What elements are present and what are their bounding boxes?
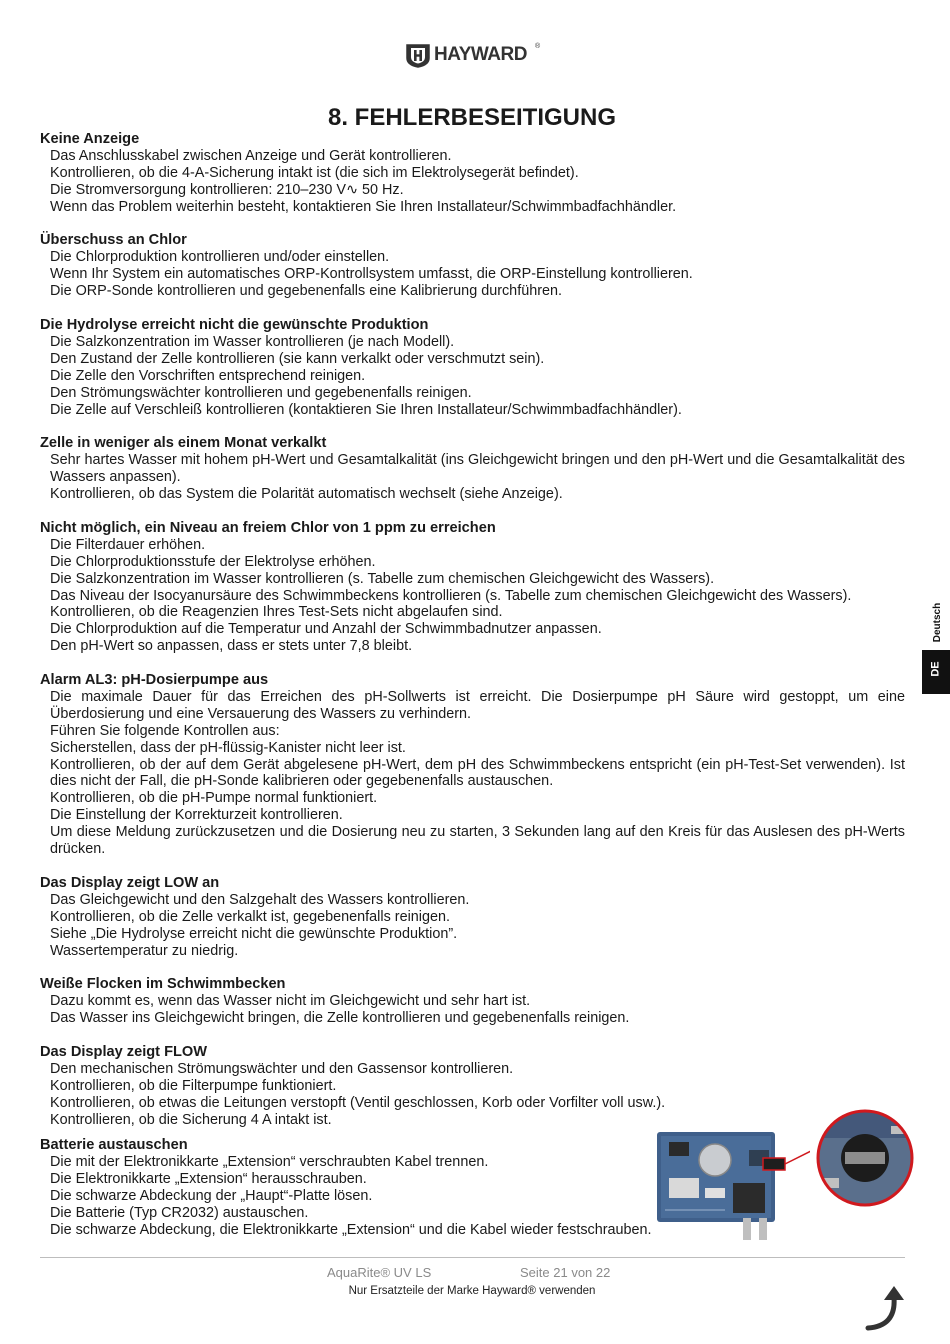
section-line: Sehr hartes Wasser mit hohem pH-Wert und Gesamtalkalität (ins Gleichgewicht bringen und den pH-Wert und die Gesamtalkalität des Wassers anpassen). (50, 452, 905, 486)
section-line: Dazu kommt es, wenn das Wasser nicht im Gleichgewicht und sehr hart ist. (50, 993, 531, 1010)
footer-page-number: Seite 21 von 22 (520, 1265, 611, 1280)
section-zelle-verkalkt (40, 435, 905, 503)
section-line: Kontrollieren, ob die Filterpumpe funktioniert. (50, 1077, 337, 1094)
brand-name: HAYWARD (434, 44, 527, 65)
section-line: Die Salzkonzentration im Wasser kontrollieren (s. Tabelle zum chemischen Gleichgewicht des Wassers). (50, 570, 715, 587)
footer-product: AquaRite® UV LS (327, 1265, 432, 1280)
section-line: Sicherstellen, dass der pH-flüssig-Kanister nicht leer ist. (50, 739, 406, 756)
section-line: Den pH-Wert so anpassen, dass er stets unter 7,8 bleibt. (50, 638, 413, 655)
footer-note: Nur Ersatzteile der Marke Hayward® verwenden (348, 1285, 596, 1297)
section-line: Wenn Ihr System ein automatisches ORP-Kontrollsystem umfasst, die ORP-Einstellung kontrollieren. (50, 266, 693, 283)
section-line: Um diese Meldung zurückzusetzen und die Dosierung neu zu starten, 3 Sekunden lang auf den Kreis für das Auslesen des pH-Werts drücken. (50, 824, 905, 858)
section-line: Wassertemperatur zu niedrig. (50, 942, 239, 959)
brand-registered: ® (535, 43, 541, 50)
section-line: Siehe „Die Hydrolyse erreicht nicht die gewünschte Produktion”. (50, 925, 458, 942)
section-heading: Zelle in weniger als einem Monat verkalkt (40, 435, 327, 452)
section-line: Die Filterdauer erhöhen. (50, 536, 206, 553)
section-keine-anzeige (40, 131, 905, 216)
section-line: Führen Sie folgende Kontrollen aus: (50, 722, 280, 739)
section-line: Kontrollieren, ob das System die Polarität automatisch wechselt (siehe Anzeige). (50, 486, 563, 503)
section-heading: Das Display zeigt FLOW (40, 1043, 208, 1060)
section-line: Den Zustand der Zelle kontrollieren (sie kann verkalkt oder verschmutzt sein). (50, 350, 545, 367)
section-heading: Nicht möglich, ein Niveau an freiem Chlor von 1 ppm zu erreichen (40, 519, 496, 536)
section-line: Die Chlorproduktion auf die Temperatur und Anzahl der Schwimmbadnutzer anpassen. (50, 621, 602, 638)
section-line: Die ORP-Sonde kontrollieren und gegebenenfalls eine Kalibrierung durchführen. (50, 283, 562, 300)
section-line: Kontrollieren, ob die Sicherung 4 A intakt ist. (50, 1111, 332, 1128)
section-heading: Batterie austauschen (40, 1137, 188, 1154)
footer-divider (40, 1257, 905, 1258)
section-line: Die Zelle den Vorschriften entsprechend reinigen. (50, 367, 366, 384)
section-line: Die mit der Elektronikkarte „Extension“ verschraubten Kabel trennen. (50, 1154, 489, 1171)
section-line: Den mechanischen Strömungswächter und den Gassensor kontrollieren. (50, 1060, 514, 1077)
section-line: Die Elektronikkarte „Extension“ herausschrauben. (50, 1171, 367, 1188)
section-line: Die Stromversorgung kontrollieren: 210–230 V∿ 50 Hz. (50, 181, 404, 198)
section-heading: Überschuss an Chlor (40, 232, 187, 249)
section-line: Wenn das Problem weiterhin besteht, kontaktieren Sie Ihren Installateur/Schwimmbadfachhändler. (50, 198, 677, 215)
section-freies-chlor (40, 520, 905, 655)
page-title: 8. FEHLERBESEITIGUNG (327, 104, 617, 131)
troubleshooting-content (40, 131, 905, 1256)
section-line: Das Gleichgewicht und den Salzgehalt des Wassers kontrollieren. (50, 891, 470, 908)
section-line: Kontrollieren, ob der auf dem Gerät abgelesene pH-Wert, dem pH des Schwimmbeckens entspricht (ein pH-Test-Set verwenden). Ist dies nicht der Fall, die pH-Sonde kalibrieren oder gegebenenfalls austauschen. (50, 756, 905, 790)
section-line: Das Niveau der Isocyanursäure des Schwimmbeckens kontrollieren (s. Tabelle zum chemischen Gleichgewicht des Wassers). (50, 587, 852, 604)
section-heading: Die Hydrolyse erreicht nicht die gewünschte Produktion (40, 316, 429, 333)
section-line: Die schwarze Abdeckung, die Elektronikkarte „Extension“ und die Kabel wieder festschrauben. (50, 1222, 652, 1239)
hayward-logo (404, 42, 542, 68)
section-line: Den Strömungswächter kontrollieren und gegebenenfalls reinigen. (50, 384, 472, 401)
battery-zoom-image (815, 1108, 915, 1208)
section-ueberschuss-chlor (40, 232, 905, 300)
section-line: Das Wasser ins Gleichgewicht bringen, die Zelle kontrollieren und gegebenenfalls reinigen. (50, 1010, 630, 1027)
section-heading: Das Display zeigt LOW an (40, 874, 220, 891)
hayward-emblem-icon (404, 42, 432, 68)
section-heading: Keine Anzeige (40, 131, 140, 147)
section-line: Die Batterie (Typ CR2032) austauschen. (50, 1205, 309, 1222)
section-line: Die maximale Dauer für das Erreichen des pH-Sollwerts ist erreicht. Die Dosierpumpe pH Säure wird gestoppt, um eine Überdosierung und eine Versauerung des Wassers zu verhindern. (50, 688, 905, 722)
section-line: Die Salzkonzentration im Wasser kontrollieren (je nach Modell). (50, 333, 455, 350)
section-alarm-al3 (40, 672, 905, 858)
section-line: Kontrollieren, ob die Zelle verkalkt ist, gegebenenfalls reinigen. (50, 908, 450, 925)
section-line: Die Einstellung der Korrekturzeit kontrollieren. (50, 807, 343, 824)
circuit-board-image (655, 1128, 810, 1243)
section-line: Kontrollieren, ob etwas die Leitungen verstopft (Ventil geschlossen, Korb oder Vorfilter voll usw.). (50, 1094, 666, 1111)
page-turn-arrow-icon[interactable] (860, 1282, 908, 1332)
side-language-label: Deutsch (932, 602, 944, 643)
section-display-flow (40, 1044, 905, 1129)
section-line: Kontrollieren, ob die 4-A-Sicherung intakt ist (die sich im Elektrolysegerät befindet). (50, 164, 579, 181)
section-line: Das Anschlusskabel zwischen Anzeige und Gerät kontrollieren. (50, 148, 452, 164)
side-language-tab: DE (922, 650, 950, 694)
section-heading: Weiße Flocken im Schwimmbecken (40, 976, 286, 993)
section-weisse-flocken (40, 976, 905, 1027)
section-line: Die schwarze Abdeckung der „Haupt“-Platte lösen. (50, 1188, 373, 1205)
section-heading: Alarm AL3: pH-Dosierpumpe aus (40, 671, 269, 688)
section-line: Kontrollieren, ob die pH-Pumpe normal funktioniert. (50, 790, 378, 807)
section-display-low (40, 875, 905, 960)
section-line: Kontrollieren, ob die Reagenzien Ihres Test-Sets nicht abgelaufen sind. (50, 604, 503, 621)
section-line: Die Zelle auf Verschleiß kontrollieren (kontaktieren Sie Ihren Installateur/Schwimmbadfachhändler). (50, 401, 682, 418)
section-line: Die Chlorproduktionsstufe der Elektrolyse erhöhen. (50, 553, 376, 570)
section-line: Die Chlorproduktion kontrollieren und/oder einstellen. (50, 249, 390, 266)
section-hydrolyse (40, 317, 905, 419)
